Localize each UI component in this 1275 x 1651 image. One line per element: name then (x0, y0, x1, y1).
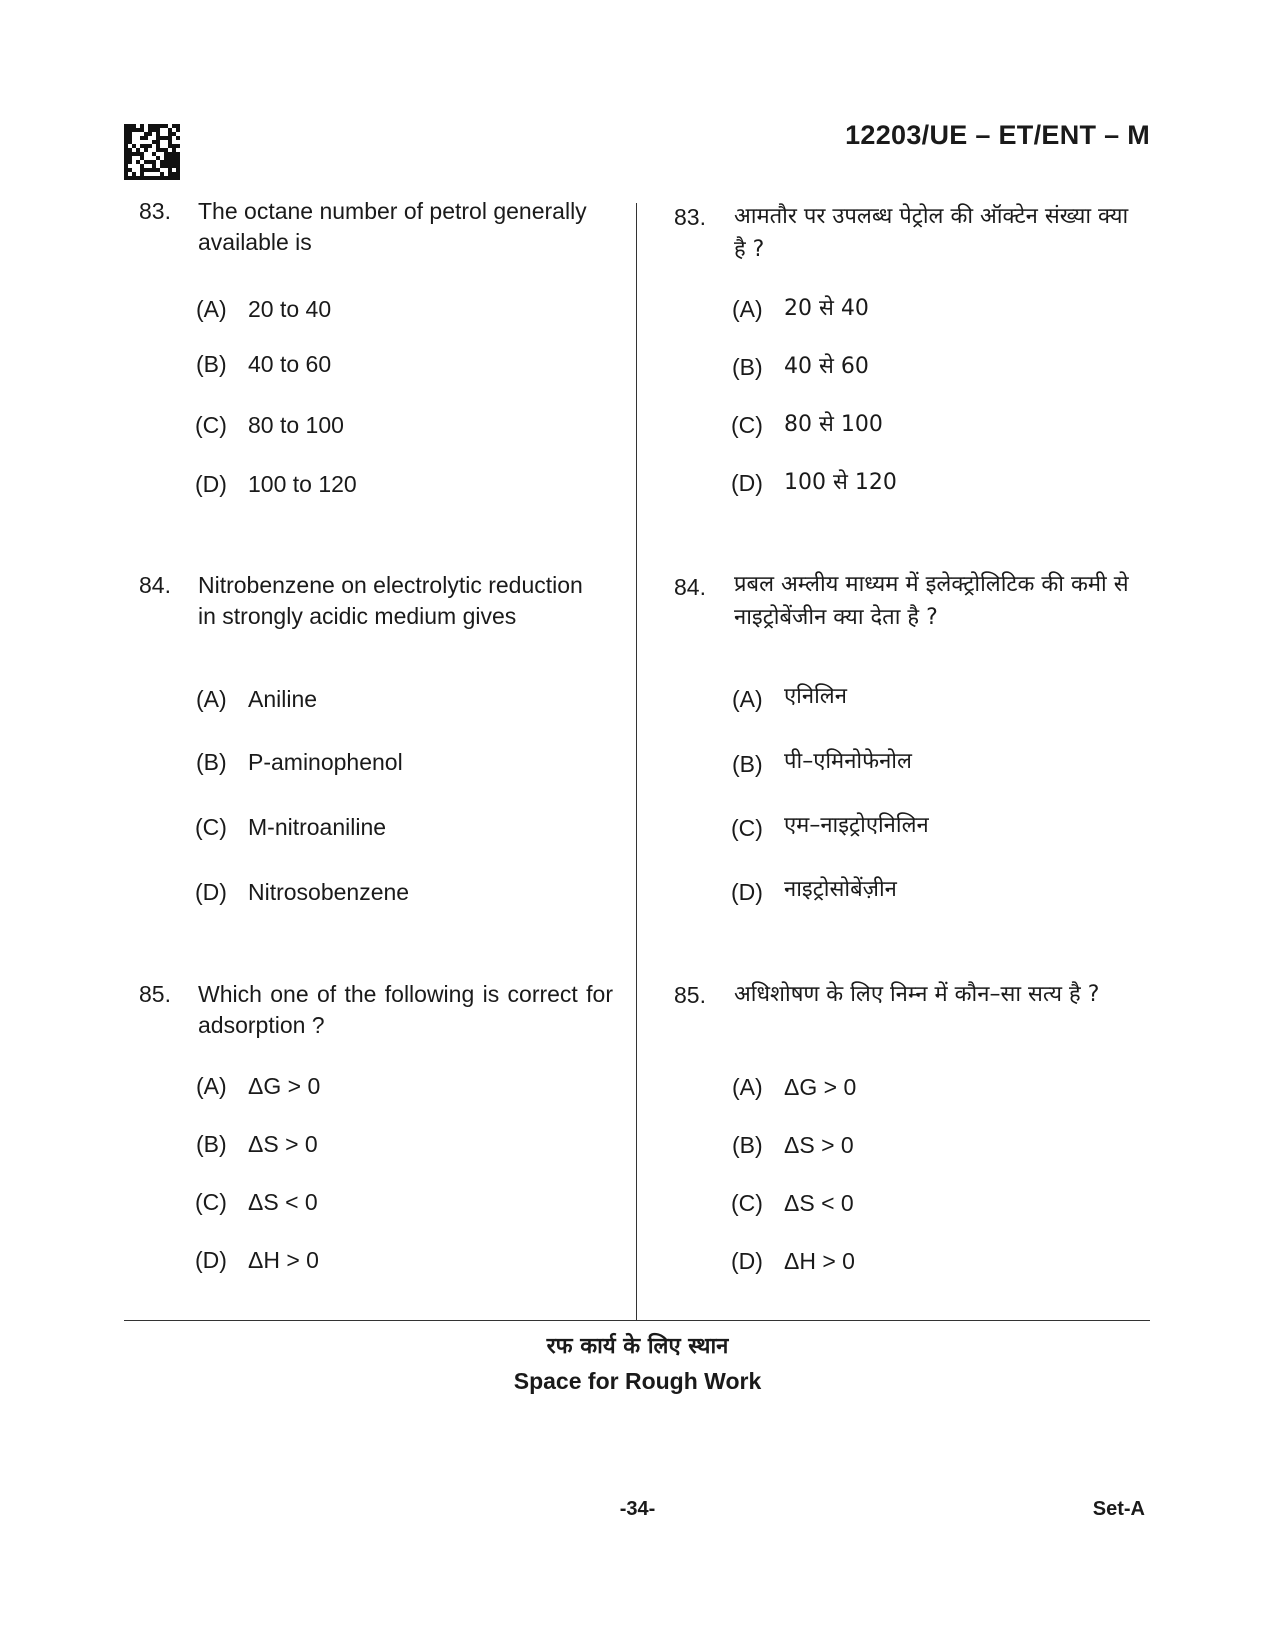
option-text: 20 to 40 (248, 296, 332, 322)
option-letter: (A) (196, 1073, 227, 1099)
option-text: एम–नाइट्रोएनिलिन (784, 813, 929, 838)
option-letter: (B) (196, 351, 227, 377)
option-letter: (B) (732, 751, 763, 777)
option-letter: (B) (732, 354, 763, 380)
option-text: 20 से 40 (784, 296, 869, 321)
set-label: Set-A (1092, 1498, 1145, 1520)
column-divider (636, 203, 637, 1321)
option-text: 100 से 120 (784, 470, 897, 495)
option-letter: (B) (196, 749, 227, 775)
question-number: 83. (674, 204, 706, 230)
question-number: 84. (139, 572, 171, 598)
option-text: 40 से 60 (784, 354, 869, 379)
question-number: 85. (674, 982, 706, 1008)
question-number: 85. (139, 981, 171, 1007)
option-text: ΔS > 0 (784, 1132, 854, 1158)
option-text: 80 to 100 (248, 412, 344, 438)
option-letter: (C) (195, 1189, 227, 1215)
option-letter: (A) (196, 686, 227, 712)
option-text: ΔH > 0 (784, 1248, 855, 1274)
option-text: ΔS > 0 (248, 1131, 318, 1157)
option-text: Aniline (248, 686, 318, 712)
question-number: 83. (139, 198, 171, 224)
question-text: प्रबल अम्लीय माध्यम में इलेक्ट्रोलिटिक की कमी से नाइट्रोबेंजीन क्या देता है ? (734, 572, 1129, 630)
option-letter: (D) (195, 471, 227, 497)
question-text: अधिशोषण के लिए निम्न में कौन–सा सत्य है ? (734, 982, 1100, 1007)
option-text: ΔS < 0 (248, 1189, 318, 1215)
option-text: 80 से 100 (784, 412, 883, 437)
question-text: Nitrobenzene on electrolytic reduction in strongly acidic medium gives (198, 572, 583, 629)
question-text: The octane number of petrol generally available is (198, 198, 587, 255)
option-text: एनिलिन (784, 684, 847, 709)
option-text: नाइट्रोसोबेंज़ीन (784, 877, 897, 902)
option-letter: (C) (195, 814, 227, 840)
option-letter: (D) (731, 1248, 763, 1274)
option-letter: (C) (731, 815, 763, 841)
option-text: M-nitroaniline (248, 814, 387, 840)
option-text: ΔG > 0 (248, 1073, 321, 1099)
rough-work-label: Space for Rough Work (513, 1368, 762, 1394)
option-letter: (D) (195, 1247, 227, 1273)
paper-code: 12203/UE – ET/ENT – M (845, 120, 1150, 150)
option-letter: (A) (732, 296, 763, 322)
bottom-divider (124, 1320, 1150, 1321)
option-text: 100 to 120 (248, 471, 357, 497)
option-letter: (A) (732, 686, 763, 712)
option-letter: (D) (195, 879, 227, 905)
option-letter: (C) (731, 1190, 763, 1216)
option-text: ΔS < 0 (784, 1190, 854, 1216)
option-letter: (A) (196, 296, 227, 322)
option-text: ΔG > 0 (784, 1074, 857, 1100)
option-text: ΔH > 0 (248, 1247, 319, 1273)
option-letter: (B) (732, 1132, 763, 1158)
option-letter: (C) (195, 412, 227, 438)
option-letter: (D) (731, 470, 763, 496)
option-letter: (D) (731, 879, 763, 905)
option-letter: (B) (196, 1131, 227, 1157)
option-letter: (C) (731, 412, 763, 438)
question-text: Which one of the following is correct for adsorption ? (198, 981, 613, 1038)
option-text: P-aminophenol (248, 749, 403, 775)
option-text: 40 to 60 (248, 351, 332, 377)
rough-work-label-hindi: रफ कार्य के लिए स्थान (546, 1334, 729, 1359)
option-text: पी–एमिनोफेनोल (784, 749, 912, 774)
page-number: -34- (619, 1498, 656, 1520)
question-number: 84. (674, 574, 706, 600)
option-text: Nitrosobenzene (248, 879, 410, 905)
option-letter: (A) (732, 1074, 763, 1100)
question-text: आमतौर पर उपलब्ध पेट्रोल की ऑक्टेन संख्या क्या है ? (734, 204, 1129, 262)
qr-code-image (124, 124, 180, 180)
